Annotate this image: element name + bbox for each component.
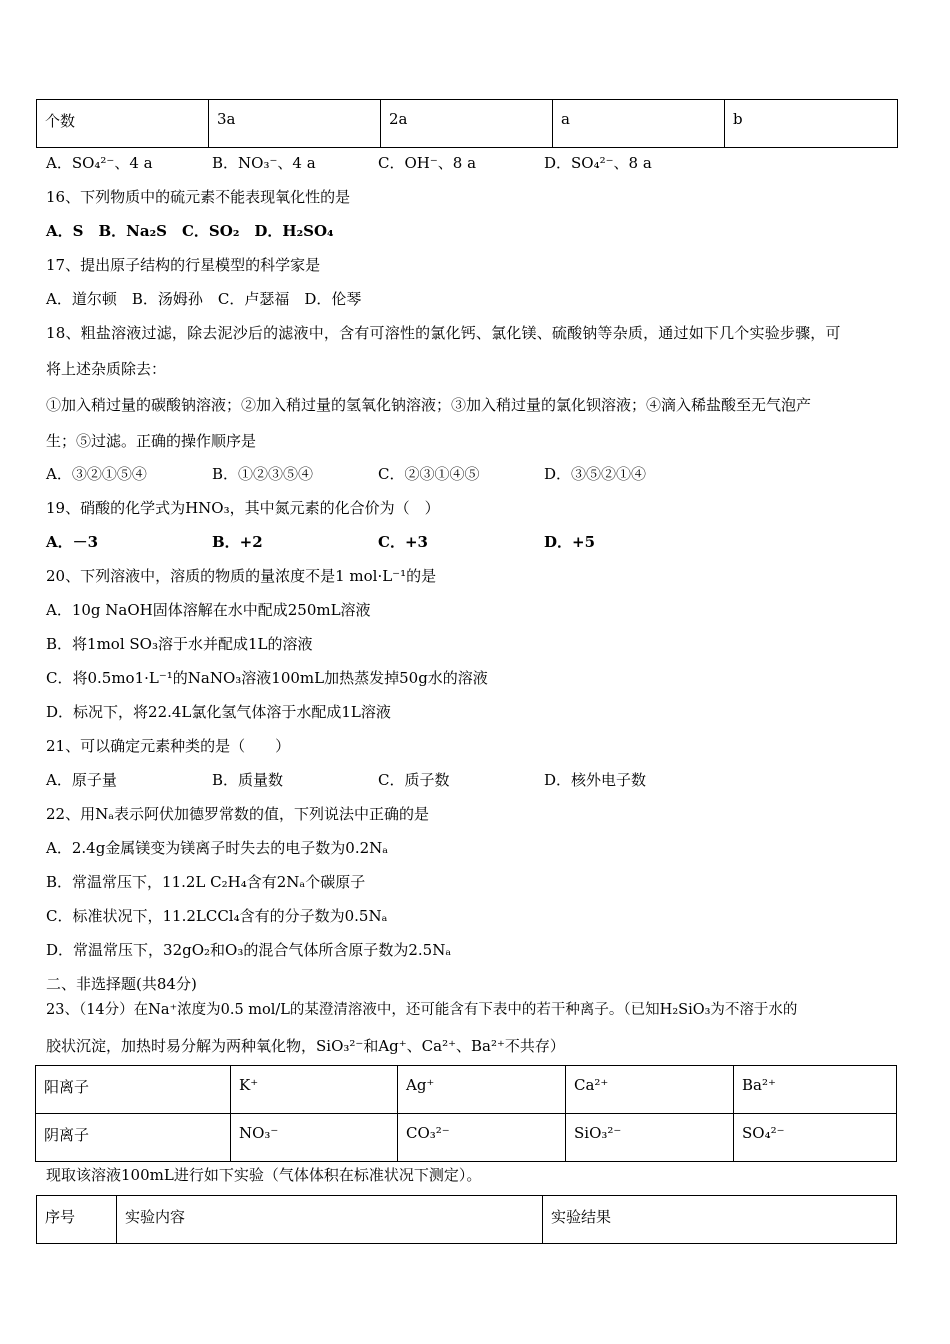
table-cell: 个数 <box>37 100 209 148</box>
question-22-option-b: B．常温常压下，11.2L C₂H₄含有2Nₐ个碳原子 <box>46 873 366 891</box>
count-table <box>36 99 898 148</box>
option-b: B．①②③⑤④ <box>212 465 314 483</box>
question-22-option-c: C．标准状况下，11.2LCCl₄含有的分子数为0.5Nₐ <box>46 907 388 925</box>
question-20-stem: 20、下列溶液中，溶质的物质的量浓度不是1 mol·L⁻¹的是 <box>46 567 437 585</box>
option-a: A．原子量 <box>46 771 117 789</box>
question-23-stem: 23、（14分）在Na⁺浓度为0.5 mol/L的某澄清溶液中，还可能含有下表中的若干种离子。（已知H₂SiO₃为不溶于水的 <box>46 1002 798 1018</box>
question-18-stem: 18、粗盐溶液过滤，除去泥沙后的滤液中，含有可溶性的氯化钙、氯化镁、硫酸钠等杂质，通过如下几个实验步骤，可 <box>46 324 841 342</box>
question-18-steps: ①加入稍过量的碳酸钠溶液；②加入稍过量的氢氧化钠溶液；③加入稍过量的氯化钡溶液；④滴入稀盐酸至无气泡产 <box>46 396 812 414</box>
question-21-options <box>46 769 710 790</box>
option-b: B．NO₃⁻、4 a <box>212 154 316 172</box>
question-18-stem-cont: 将上述杂质除去： <box>46 360 167 378</box>
option-d: D．核外电子数 <box>544 771 647 789</box>
question-20-option-b: B．将1mol SO₃溶于水并配成1L的溶液 <box>46 635 313 653</box>
table-cell: Ba²⁺ <box>734 1066 897 1114</box>
question-17-options: A．道尔顿 B．汤姆孙 C．卢瑟福 D．伦琴 <box>46 290 362 308</box>
table-cell: SiO₃²⁻ <box>566 1114 734 1162</box>
question-18-steps-cont: 生；⑤过滤。正确的操作顺序是 <box>46 432 257 450</box>
table-cell: SO₄²⁻ <box>734 1114 897 1162</box>
table-cell: a <box>553 100 725 148</box>
question-23-stem-cont: 胶状沉淀，加热时易分解为两种氧化物，SiO₃²⁻和Ag⁺、Ca²⁺、Ba²⁺不共存） <box>46 1037 565 1055</box>
question-22-option-d: D．常温常压下，32gO₂和O₃的混合气体所含原子数为2.5Nₐ <box>46 941 452 959</box>
option-d: D．+5 <box>544 533 596 551</box>
question-22-stem: 22、用Nₐ表示阿伏加德罗常数的值，下列说法中正确的是 <box>46 805 430 823</box>
question-20-option-d: D．标况下，将22.4L氯化氢气体溶于水配成1L溶液 <box>46 703 391 721</box>
option-c: C．OH⁻、8 a <box>378 154 477 172</box>
table-cell: CO₃²⁻ <box>398 1114 566 1162</box>
question-19-options <box>46 531 710 552</box>
option-a: A．SO₄²⁻、4 a <box>46 154 153 172</box>
option-c: C．②③①④⑤ <box>378 465 480 483</box>
option-c: C．+3 <box>378 533 428 551</box>
table-cell: Ag⁺ <box>398 1066 566 1114</box>
table-header-cell: 实验结果 <box>543 1196 897 1244</box>
question-20-option-a: A．10g NaOH固体溶解在水中配成250mL溶液 <box>46 601 371 619</box>
option-b: B．+2 <box>212 533 263 551</box>
table-cell: 阴离子 <box>36 1114 231 1162</box>
option-a: A．③②①⑤④ <box>46 465 147 483</box>
table-cell: 2a <box>381 100 553 148</box>
question-20-option-c: C．将0.5mo1·L⁻¹的NaNO₃溶液100mL加热蒸发掉50g水的溶液 <box>46 669 488 687</box>
table-cell: K⁺ <box>231 1066 398 1114</box>
option-c: C．质子数 <box>378 771 450 789</box>
question-23-note: 现取该溶液100mL进行如下实验（气体体积在标准状况下测定）。 <box>46 1166 482 1184</box>
question-19-stem: 19、硝酸的化学式为HNO₃，其中氮元素的化合价为（ ） <box>46 499 440 517</box>
option-d: D．③⑤②①④ <box>544 465 647 483</box>
table-header-cell: 实验内容 <box>117 1196 543 1244</box>
q15-options <box>46 152 710 173</box>
section-heading: 二、非选择题(共84分) <box>46 975 197 993</box>
option-d: D．SO₄²⁻、8 a <box>544 154 652 172</box>
question-18-options <box>46 463 710 484</box>
ion-table <box>35 1065 897 1162</box>
table-cell: 3a <box>209 100 381 148</box>
question-21-stem: 21、可以确定元素种类的是（ ） <box>46 737 291 755</box>
table-cell: NO₃⁻ <box>231 1114 398 1162</box>
table-cell: Ca²⁺ <box>566 1066 734 1114</box>
table-cell: b <box>725 100 898 148</box>
table-cell: 阳离子 <box>36 1066 231 1114</box>
table-header-cell: 序号 <box>37 1196 117 1244</box>
question-17-stem: 17、提出原子结构的行星模型的科学家是 <box>46 256 321 274</box>
experiment-table <box>36 1195 897 1244</box>
question-16-options: A．S B．Na₂S C．SO₂ D．H₂SO₄ <box>46 222 334 240</box>
question-22-option-a: A．2.4g金属镁变为镁离子时失去的电子数为0.2Nₐ <box>46 839 389 857</box>
option-b: B．质量数 <box>212 771 284 789</box>
question-16-stem: 16、下列物质中的硫元素不能表现氧化性的是 <box>46 188 351 206</box>
option-a: A．－3 <box>46 533 99 551</box>
